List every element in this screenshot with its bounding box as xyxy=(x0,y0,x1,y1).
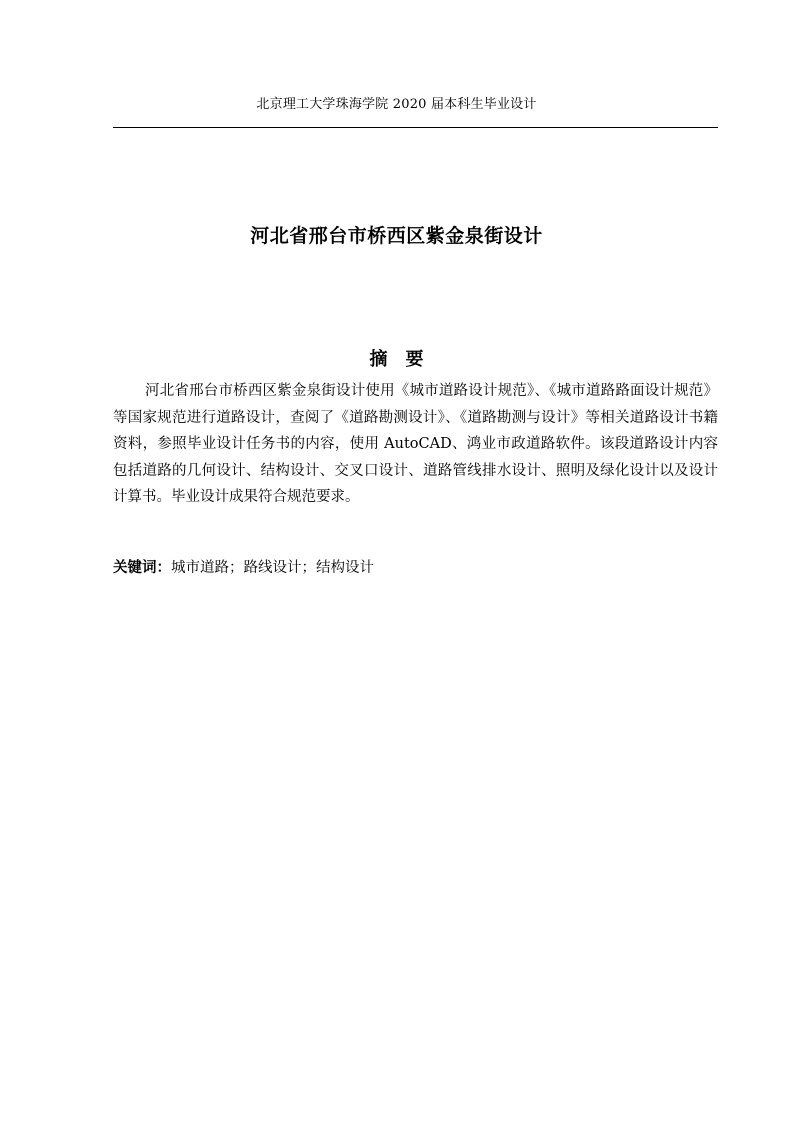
keywords-line xyxy=(113,557,718,579)
keywords-label: 关键词： xyxy=(113,560,171,576)
abstract-body: 河北省邢台市桥西区紫金泉街设计使用《城市道路设计规范》、《城市道路路面设计规范》等国家规范进行道路设计，查阅了《道路勘测设计》、《道路勘测与设计》等相关道路设计书籍资料，参照毕业设计任务书的内容，使用 AutoCAD、鸿业市政道路软件。该段道路设计内容包括道路的几何设计、结构设计、交叉口设计、道路管线排水设计、照明及绿化设计以及设计计算书。毕业设计成果符合规范要求。 xyxy=(113,383,718,505)
header-divider xyxy=(113,127,718,128)
abstract-heading: 摘要 xyxy=(369,349,442,370)
running-header: 北京理工大学珠海学院 2020 届本科生毕业设计 xyxy=(256,97,537,112)
keywords-value: 城市道路；路线设计；结构设计 xyxy=(171,560,374,576)
thesis-title: 河北省邢台市桥西区紫金泉街设计 xyxy=(250,225,543,247)
